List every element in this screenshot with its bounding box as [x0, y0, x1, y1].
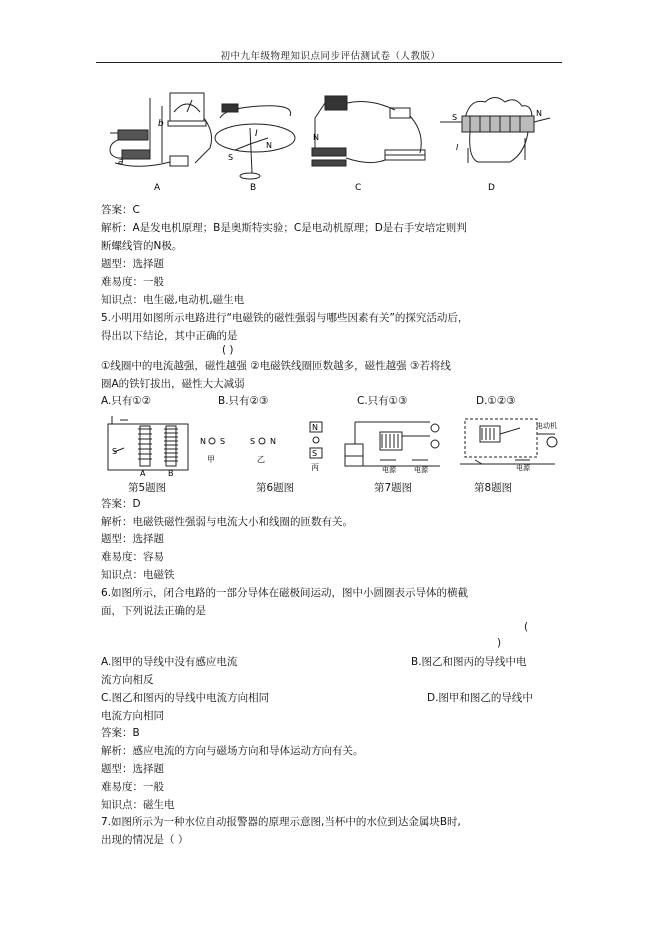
page-header: 初中九年级物理知识点同步评估测试卷（人教版）	[220, 51, 441, 62]
fig6-label-jia: 甲	[207, 455, 215, 464]
figure-q4-drawing	[100, 88, 540, 193]
q4-knowledge: 知识点：电生磁,电动机,磁生电	[101, 294, 245, 306]
q5-option-d: D.①②③	[476, 395, 516, 407]
q6-paren-right: )	[497, 637, 502, 649]
label-S-b: S	[228, 153, 234, 162]
figure-label-C: C	[355, 183, 362, 193]
q5-stem-line2: 得出以下结论，其中正确的是	[101, 330, 238, 342]
fig6-label-yi: 乙	[257, 455, 265, 464]
label-a: a	[118, 157, 124, 167]
fig6-yi-S: S	[250, 437, 256, 446]
label-N-b: N	[266, 141, 272, 150]
q5-type: 题型：选择题	[101, 533, 164, 545]
q6-option-c: C.图乙和图丙的导线中电流方向相同	[101, 692, 270, 704]
figure-q5-q8	[100, 414, 560, 476]
label-b: b	[158, 119, 164, 129]
q4-answer: 答案：C	[101, 204, 140, 216]
fig5-label-B: B	[168, 469, 174, 478]
q5-knowledge: 知识点：电磁铁	[101, 569, 175, 581]
label-S-d: S	[452, 113, 458, 122]
fig5-label-S: S	[112, 447, 118, 456]
q5-answer-paren: ( )	[222, 344, 234, 356]
q4-analysis-line1: 解析：A是发电机原理；B是奥斯特实验；C是电动机原理；D是右手安培定则判	[101, 222, 467, 234]
q6-option-a: A.图甲的导线中没有感应电流	[101, 656, 238, 668]
q5-analysis: 解析：电磁铁磁性强弱与电流大小和线圈的匝数有关。	[101, 516, 353, 528]
q5-option-a: A.只有①②	[101, 395, 152, 407]
q5-option-b: B.只有②③	[218, 395, 269, 407]
q6-option-b-line1: B.图乙和图丙的导线中电	[411, 656, 527, 668]
q4-type: 题型：选择题	[101, 258, 164, 270]
q5-statements-line1: ①线圈中的电流越强，磁性越强 ②电磁铁线圈匝数越多，磁性越强 ③若将线	[101, 360, 451, 372]
caption-fig6: 第6题图	[256, 482, 295, 494]
fig7-power-label-1: 电源	[382, 466, 396, 474]
header-rule	[96, 62, 562, 63]
label-I-d: I	[456, 143, 459, 152]
figure-label-A: A	[154, 183, 161, 193]
figure-label-D: D	[488, 183, 495, 193]
q6-answer: 答案：B	[101, 727, 140, 739]
q6-stem-line2: 面，下列说法正确的是	[101, 605, 206, 617]
label-I-b: I	[255, 129, 258, 139]
caption-fig5: 第5题图	[128, 482, 167, 494]
q7-stem-line2: 出现的情况是（ ）	[101, 834, 189, 846]
caption-fig7: 第7题图	[374, 482, 413, 494]
q6-type: 题型：选择题	[101, 763, 164, 775]
q6-stem-line1: 6.如图所示，闭合电路的一部分导体在磁极间运动，图中小圆圈表示导体的横截	[101, 587, 469, 599]
fig6-jia-N: N	[200, 437, 206, 446]
caption-fig8: 第8题图	[474, 482, 513, 494]
q6-difficulty: 难易度：一般	[101, 781, 164, 793]
label-N-d: N	[536, 109, 542, 118]
fig8-power-label: 电源	[516, 464, 530, 472]
label-N-c: N	[313, 133, 319, 142]
q6-option-d-line1: D.图甲和图乙的导线中	[427, 692, 533, 704]
fig5-label-A: A	[140, 469, 146, 478]
q6-paren-left: (	[524, 621, 529, 633]
fig6-jia-S: S	[220, 437, 226, 446]
q5-option-c: C.只有①③	[357, 395, 408, 407]
q4-difficulty: 难易度：一般	[101, 276, 164, 288]
q5-stem-line1: 5.小明用如图所示电路进行“电磁铁的磁性强弱与哪些因素有关”的探究活动后，	[101, 312, 469, 324]
q7-stem-line1: 7.如图所示为一种水位自动报警器的原理示意图,当杯中的水位到达金属块B时,	[101, 816, 461, 828]
q5-statements-line2: 圈A的铁钉拔出，磁性大大减弱	[101, 378, 245, 390]
figure-q5-q8-drawing	[100, 414, 560, 476]
q5-answer: 答案：D	[101, 498, 141, 510]
figure-label-B: B	[250, 183, 257, 193]
figure-q4	[100, 88, 540, 193]
q6-knowledge: 知识点：磁生电	[101, 799, 175, 811]
q6-analysis: 解析：感应电流的方向与磁场方向和导体运动方向有关。	[101, 745, 364, 757]
fig8-motor-label: 电动机	[536, 422, 557, 430]
fig6-label-bing: 丙	[311, 463, 319, 472]
q6-option-d-line2: 电流方向相同	[101, 710, 164, 722]
fig7-power-label-2: 电源	[414, 466, 428, 474]
q4-analysis-line2: 断螺线管的N极。	[101, 240, 183, 252]
fig6-bing-S: S	[312, 449, 318, 458]
fig6-bing-N: N	[312, 423, 318, 432]
q6-option-b-line2: 流方向相反	[101, 674, 154, 686]
q5-difficulty: 难易度：容易	[101, 551, 164, 563]
fig6-yi-N: N	[270, 437, 276, 446]
